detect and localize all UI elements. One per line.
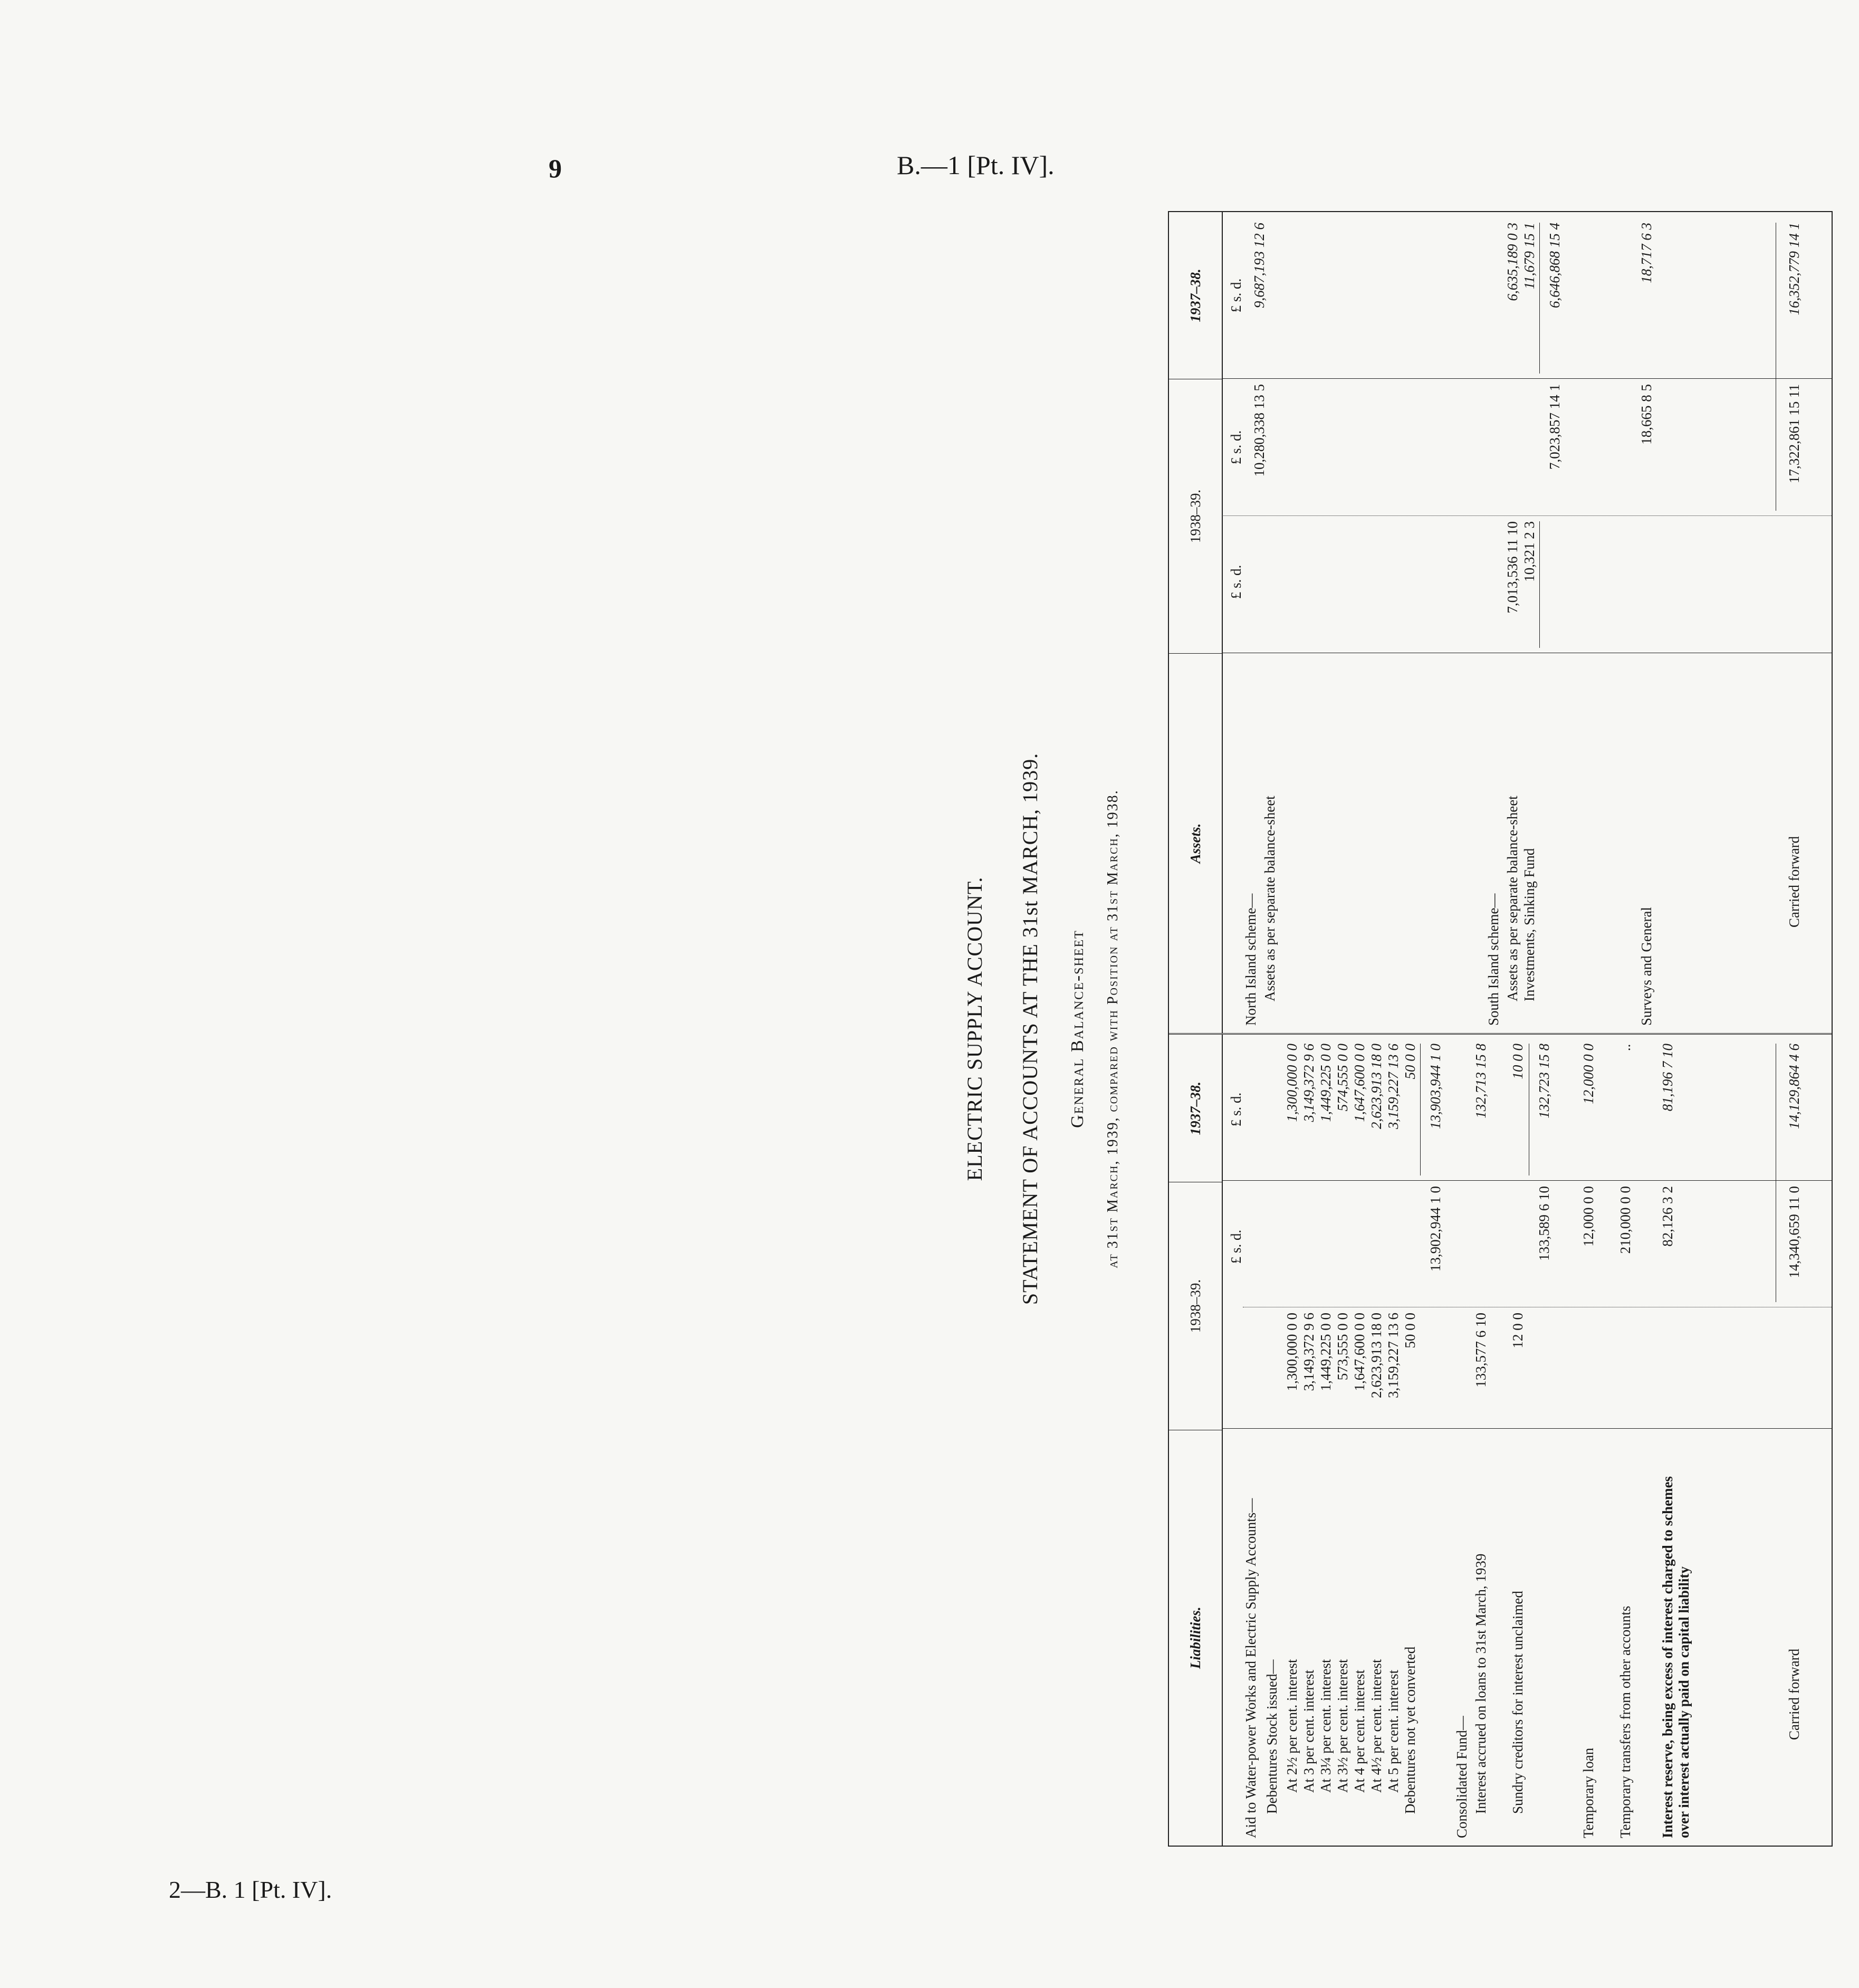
north-heading: North Island scheme— — [1243, 893, 1259, 1026]
liab-carried-forward-current: 14,340,659 11 0 — [1786, 1186, 1802, 1278]
stock-prior: 3,159,227 13 6 — [1385, 1044, 1401, 1129]
liab-year-prior-header: 1937–38. — [1187, 1082, 1203, 1135]
interest-reserve-prior: 81,196 7 10 — [1660, 1044, 1675, 1112]
footer-reference: 2—B. 1 [Pt. IV]. — [169, 1876, 332, 1903]
assets-header: Assets. — [1169, 653, 1222, 1033]
asset-lsd-current-b: £ s. d. — [1228, 430, 1244, 465]
temporary-transfers-prior: .. — [1617, 1044, 1633, 1051]
position-subtitle: at 31st March, 1939, compared with Position at 31st March, 1938. — [1105, 789, 1121, 1268]
south-total-prior: 6,646,868 15 4 — [1547, 223, 1563, 308]
page-number: 9 — [549, 154, 562, 183]
stock-current: 573,555 0 0 — [1335, 1313, 1350, 1381]
asset-lsd-current-a: £ s. d. — [1228, 565, 1244, 599]
stock-label: At 3 per cent. interest — [1301, 1669, 1317, 1793]
surveys-current: 18,665 8 5 — [1638, 384, 1654, 445]
north-prior: 9,687,193 12 6 — [1251, 223, 1267, 308]
statement-title: STATEMENT OF ACCOUNTS AT THE 31st MARCH, 1939. — [1018, 752, 1042, 1305]
interest-reserve-current: 82,126 3 2 — [1660, 1186, 1675, 1247]
liab-lsd-current: £ s. d. — [1228, 1229, 1244, 1264]
account-title: ELECTRIC SUPPLY ACCOUNT. — [963, 876, 986, 1181]
page-reference: B.—1 [Pt. IV]. — [897, 150, 1055, 180]
stock-current: 50 0 0 — [1402, 1313, 1418, 1349]
stock-label: At 4 per cent. interest — [1352, 1669, 1367, 1793]
liabilities-header: Liabilities. — [1169, 1430, 1222, 1846]
stock-current: 2,623,913 18 0 — [1368, 1313, 1384, 1398]
titles — [962, 211, 1147, 1847]
north-assets-label: Assets as per separate balance-sheet — [1262, 796, 1278, 1001]
asset-carried-forward-prior: 16,352,779 14 1 — [1786, 223, 1802, 316]
aid-total-prior: 13,903,944 1 0 — [1427, 1044, 1443, 1129]
north-current: 10,280,338 13 5 — [1251, 384, 1267, 477]
debenture-heading: Debentures Stock issued— — [1264, 1659, 1280, 1814]
interest-reserve-label: Interest reserve, being excess of interest charged to schemes over interest actually paid on capital liability — [1660, 1476, 1692, 1838]
stock-prior: 1,647,600 0 0 — [1352, 1044, 1367, 1122]
south-sinking-prior: 11,679 15 1 — [1521, 223, 1537, 290]
stock-prior: 50 0 0 — [1402, 1044, 1418, 1079]
south-sinking-label: Investments, Sinking Fund — [1521, 848, 1537, 1001]
asset-year-current-header: 1938–39. — [1169, 379, 1222, 653]
asset-carried-forward-current: 17,322,861 15 11 — [1786, 384, 1802, 483]
aid-heading: Aid to Water-power Works and Electric Supply Accounts— — [1243, 1498, 1259, 1838]
temporary-loan-prior: 12,000 0 0 — [1580, 1044, 1596, 1104]
sundry-label: Sundry creditors for interest unclaimed — [1510, 1591, 1526, 1814]
interest-accrued-prior: 132,713 15 8 — [1473, 1044, 1489, 1119]
asset-lsd-prior: £ s. d. — [1228, 278, 1244, 313]
stock-prior: 1,300,000 0 0 — [1284, 1044, 1300, 1122]
liab-lsd-prior: £ s. d. — [1228, 1092, 1244, 1127]
stock-current: 1,647,600 0 0 — [1352, 1313, 1367, 1391]
liabilities-side — [1169, 1033, 1832, 1846]
liab-carried-forward-label: Carried forward — [1786, 1648, 1802, 1740]
stock-current: 3,149,372 9 6 — [1301, 1313, 1317, 1391]
stock-prior: 2,623,913 18 0 — [1368, 1044, 1384, 1129]
stock-label: At 5 per cent. interest — [1385, 1669, 1401, 1793]
stock-prior: 3,149,372 9 6 — [1301, 1044, 1317, 1122]
south-assets-prior: 6,635,189 0 3 — [1505, 223, 1520, 301]
liab-carried-forward-prior: 14,129,864 4 6 — [1786, 1044, 1802, 1129]
sheet-title: General Balance-sheet — [1068, 930, 1087, 1128]
stock-prior: 1,449,225 0 0 — [1318, 1044, 1334, 1122]
stock-label: At 3¼ per cent. interest — [1318, 1659, 1334, 1793]
south-assets-label: Assets as per separate balance-sheet — [1505, 796, 1520, 1001]
stock-label: At 3½ per cent. interest — [1335, 1659, 1350, 1793]
temporary-transfers-current: 210,000 0 0 — [1617, 1186, 1633, 1254]
sundry-current: 12 0 0 — [1510, 1313, 1526, 1349]
surveys-label: Surveys and General — [1638, 907, 1654, 1026]
temporary-loan-current: 12,000 0 0 — [1580, 1186, 1596, 1247]
interest-accrued-label: Interest accrued on loans to 31st March, 1939 — [1473, 1553, 1489, 1814]
rotated-statement — [962, 211, 1859, 1847]
surveys-prior: 18,717 6 3 — [1638, 223, 1654, 283]
consolidated-total-prior: 132,723 15 8 — [1536, 1044, 1552, 1119]
stock-current: 3,159,227 13 6 — [1385, 1313, 1401, 1398]
assets-side — [1169, 212, 1832, 1033]
south-total-current: 7,023,857 14 1 — [1547, 384, 1563, 470]
consolidated-total-current: 133,589 6 10 — [1536, 1186, 1552, 1261]
stock-current: 1,449,225 0 0 — [1318, 1313, 1334, 1391]
south-sinking-current: 10,321 2 3 — [1521, 521, 1537, 582]
balance-sheet-table — [1168, 211, 1833, 1847]
asset-carried-forward-label: Carried forward — [1786, 836, 1802, 928]
stock-label: At 4½ per cent. interest — [1368, 1659, 1384, 1793]
south-assets-current: 7,013,536 11 10 — [1505, 521, 1520, 614]
stock-label: Debentures not yet converted — [1402, 1646, 1418, 1814]
temporary-transfers-label: Temporary transfers from other accounts — [1617, 1605, 1633, 1838]
stock-prior: 574,555 0 0 — [1335, 1044, 1350, 1112]
stock-label: At 2½ per cent. interest — [1284, 1659, 1300, 1793]
temporary-loan-label: Temporary loan — [1580, 1747, 1596, 1838]
asset-year-prior-header: 1937–38. — [1187, 269, 1203, 322]
south-heading: South Island scheme— — [1486, 893, 1501, 1026]
liab-year-current-header: 1938–39. — [1169, 1182, 1222, 1429]
sundry-prior: 10 0 0 — [1510, 1044, 1526, 1079]
consolidated-heading: Consolidated Fund— — [1454, 1716, 1470, 1838]
interest-accrued-current: 133,577 6 10 — [1473, 1313, 1489, 1388]
aid-total-current: 13,902,944 1 0 — [1427, 1186, 1443, 1272]
stock-current: 1,300,000 0 0 — [1284, 1313, 1300, 1391]
